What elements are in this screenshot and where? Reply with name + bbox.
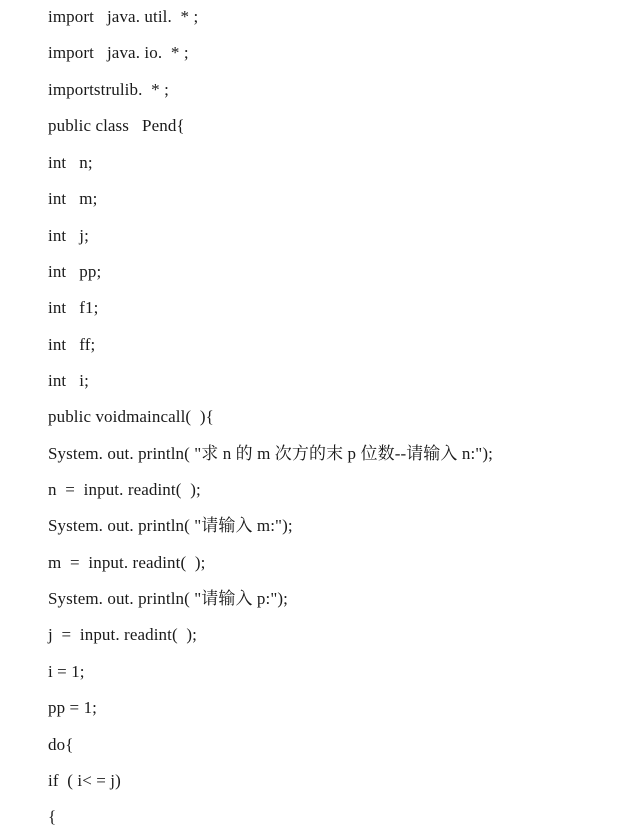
code-line: j = input. readint( ); [48, 625, 198, 644]
code-line: System. out. println( "请输入 p:"); [48, 589, 288, 608]
code-line: public voidmaincall( ){ [48, 407, 214, 426]
code-line: public class Pend{ [48, 116, 185, 135]
code-line: int m; [48, 189, 98, 208]
code-line: pp = 1; [48, 698, 98, 717]
code-line: if ( i< = j) [48, 771, 121, 790]
code-line: int ff; [48, 335, 96, 354]
code-line: import java. io. * ; [48, 43, 189, 62]
code-line: System. out. println( "求 n 的 m 次方的末 p 位数--请输入 n:"); [48, 444, 493, 463]
code-line: do{ [48, 735, 74, 754]
code-line: int pp; [48, 262, 102, 281]
code-line: int n; [48, 153, 93, 172]
code-line: importstrulib. * ; [48, 80, 169, 99]
code-line: System. out. println( "请输入 m:"); [48, 516, 293, 535]
code-line: int i; [48, 371, 89, 390]
code-line: n = input. readint( ); [48, 480, 201, 499]
code-line: import java. util. * ; [48, 7, 199, 26]
code-line: i = 1; [48, 662, 85, 681]
code-line: int f1; [48, 298, 99, 317]
code-line: int j; [48, 226, 89, 245]
code-line: m = input. readint( ); [48, 553, 206, 572]
code-line: { [48, 807, 57, 826]
